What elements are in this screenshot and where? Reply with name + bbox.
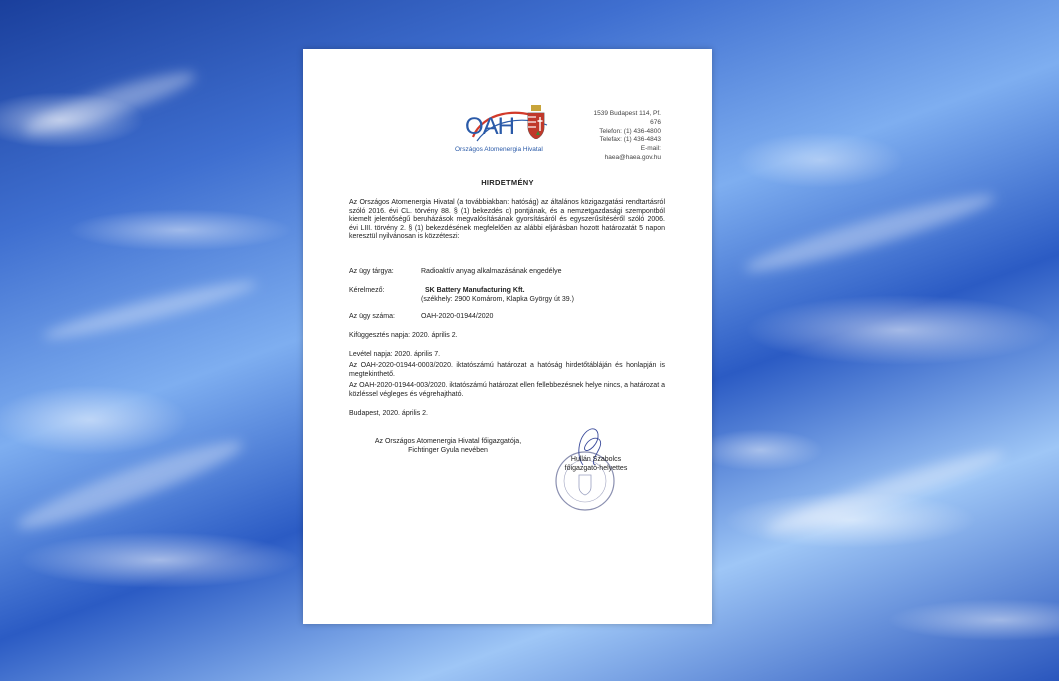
contact-block bbox=[577, 110, 661, 163]
applicant-seat: (székhely: 2900 Komárom, Klapka György út 39.) bbox=[421, 295, 574, 303]
fax-line: Telefax: (1) 436-4843 bbox=[599, 136, 661, 144]
address-line: 676 bbox=[650, 118, 661, 126]
background-streak bbox=[20, 63, 199, 143]
notice-document bbox=[303, 49, 712, 624]
signatory-block-right bbox=[551, 456, 641, 473]
logo-wordmark: OAH bbox=[465, 113, 515, 140]
background-streak bbox=[41, 274, 259, 347]
applicant-label: Kérelmező: bbox=[349, 287, 385, 294]
case-value: OAH-2020-01944/2020 bbox=[421, 313, 494, 320]
subject-row bbox=[349, 268, 561, 277]
background-streak bbox=[12, 430, 248, 540]
signatory-block-left bbox=[353, 438, 543, 455]
case-row bbox=[349, 313, 493, 322]
applicant-name: SK Battery Manufacturing Kft. bbox=[425, 287, 525, 294]
agency-name: Országos Atomenergia Hivatal bbox=[455, 146, 543, 153]
appeal-statement: Az OAH-2020-01944-003/2020. iktatószámú határozat ellen fellebbezésnek helye nincs, a határozat a közléssel végleges és végrehajtható. bbox=[349, 382, 665, 398]
signatory-on-behalf: Fichtinger Gyula nevében bbox=[408, 446, 488, 454]
intro-paragraph: Az Országos Atomenergia Hivatal (a továbbiakban: hatóság) az általános közigazgatási rendtartásról szóló 2016. évi CL. törvény 88. § (1) bekezdés c) pontjának, és a nemzetgazdasági szempontból kiemelt jelentőségű beruházások megvalósításának gyorsításáról és egyszerűsítéséről szóló 2006. évi LIII. törvény 2. § (1) bekezdésének megfelelően az alábbi eljárásban hozott határozatát 5 napon keresztül nyilvánosan is közzéteszi: bbox=[349, 199, 665, 241]
case-label: Az ügy száma: bbox=[349, 313, 395, 320]
signatory-title: Az Országos Atomenergia Hivatal főigazgatója, bbox=[374, 438, 522, 445]
posted-date: Kifüggesztés napja: 2020. április 2. bbox=[349, 332, 458, 339]
background-streak bbox=[741, 185, 998, 282]
removed-date: Levétel napja: 2020. április 7. bbox=[349, 351, 441, 358]
document-title: HIRDETMÉNY bbox=[481, 178, 534, 187]
signatory-name: Hullán Szabolcs bbox=[570, 456, 622, 463]
hungarian-crest-icon bbox=[527, 105, 545, 139]
decision-availability: Az OAH-2020-01944-0003/2020. iktatószámú határozat a hatóság hirdetőtábláján és honlapján is megtekinthető. bbox=[349, 362, 665, 378]
applicant-block bbox=[421, 287, 574, 304]
place-date: Budapest, 2020. április 2. bbox=[349, 410, 428, 417]
email-label: E-mail: bbox=[640, 145, 661, 153]
subject-value: Radioaktív anyag alkalmazásának engedélye bbox=[421, 268, 562, 275]
email-line: haea@haea.gov.hu bbox=[604, 153, 661, 161]
signatory-position: főigazgató-helyettes bbox=[564, 464, 628, 472]
address-line: 1539 Budapest 114, Pf. bbox=[593, 110, 661, 117]
background-streak bbox=[762, 442, 1007, 542]
phone-line: Telefon: (1) 436-4800 bbox=[599, 127, 661, 135]
subject-label: Az ügy tárgya: bbox=[349, 268, 394, 275]
applicant-row bbox=[349, 287, 421, 296]
